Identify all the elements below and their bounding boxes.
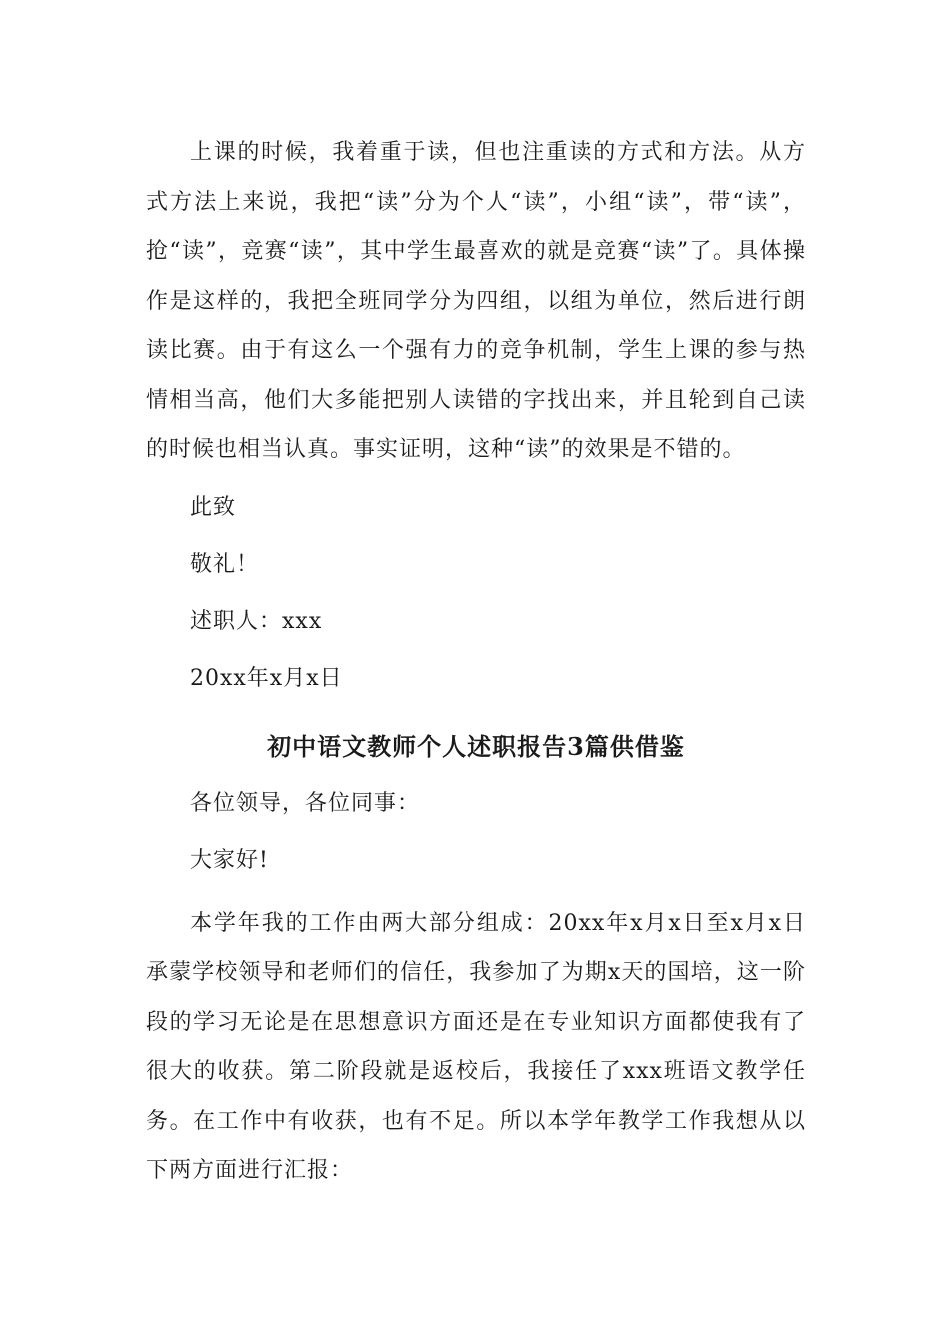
closing-cizhi: 此致 (190, 494, 237, 520)
signer-line: 述职人：xxx (190, 608, 323, 634)
work-summary-paragraph: 本学年我的工作由两大部分组成：20xx年x月x日至x月x日承蒙学校领导和老师们的信任，我参加了为期x天的国培，这一阶段的学习无论是在思想意识方面还是在专业知识方面都使我有了很大的收获。第二阶段就是返校后，我接任了xxx班语文教学任务。在工作中有收获，也有不足。所以本学年教学工作我想从以下两方面进行汇报： (146, 910, 806, 1183)
date-line: 20xx年x月x日 (190, 665, 343, 691)
closing-block (146, 479, 806, 707)
closing-jingli: 敬礼！ (190, 551, 260, 577)
greeting-line: 大家好! (190, 847, 269, 873)
report-title: 初中语文教师个人述职报告3篇供借鉴 (267, 731, 685, 761)
document-page (146, 128, 806, 1196)
reading-method-paragraph: 上课的时候，我着重于读，但也注重读的方式和方法。从方式方法上来说，我把“读”分为个人“读”，小组“读”，带“读”，抢“读”，竞赛“读”，其中学生最喜欢的就是竞赛“读”了。具体操作是这样的，我把全班同学分为四组，以组为单位，然后进行朗读比赛。由于有这么一个强有力的竞争机制，学生上课的参与热情相当高，他们大多能把别人读错的字找出来，并且轮到自己读的时候也相当认真。事实证明，这种“读”的效果是不错的。 (146, 140, 806, 462)
salutation-line: 各位领导，各位同事： (190, 790, 421, 816)
